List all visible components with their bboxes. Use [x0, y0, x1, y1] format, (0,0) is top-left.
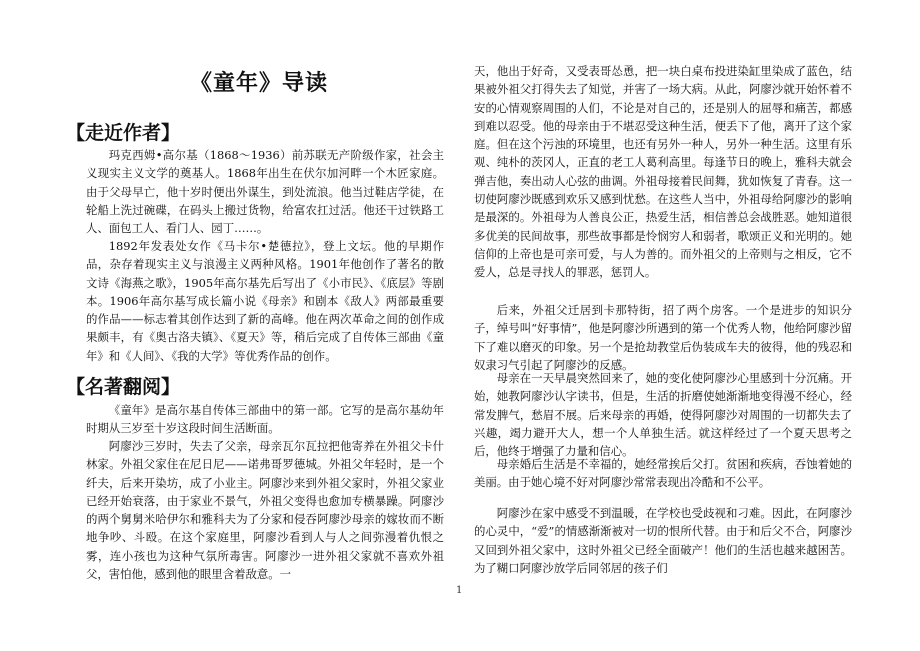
page-title: 《童年》导读 — [190, 70, 329, 96]
section-heading-author: 【走近作者】 — [66, 122, 181, 144]
page-number: 1 — [456, 585, 463, 596]
right-paragraph-2: 后来，外祖父迁居到卡那特街，招了两个房客。一个是进步的知识分子，绰号叫“好事情”，他是阿廖沙所遇到的第一个优秀人物，他给阿廖沙留下了难以磨灭的印象。另一个是抢劫教堂后伪装成车夫的彼得，他的残忍和奴隶习气引起了阿廖沙的反感。 — [474, 303, 852, 372]
right-paragraph-1: 天，他出于好奇，又受表哥怂恿，把一块白桌布投进染缸里染成了蓝色，结果被外祖父打得失去了知觉，并害了一场大病。从此，阿廖沙就开始怀着不安的心情观察周围的人们，不论是对自己的，还是别人的屈辱和痛苦，都感到难以忍受。他的母亲由于不堪忍受这种生活，便丢下了他，离开了这个家庭。但在这个污浊的环境里，也还有另外一种人，另外一种生活。这里有乐观、纯朴的茨冈人，正直的老工人葛利高里。每逢节日的晚上，雅科夫就会弹吉他，奏出动人心弦的曲调。外祖母接着民间舞，犹如恢复了青春。这一切使阿廖沙既感到欢乐又感到忧愁。在这些人当中，外祖母给阿廖沙的影响是最深的。外祖母为人善良公正，热爱生活，相信善总会战胜恶。她知道很多优美的民间故事，那些故事都是怜悯穷人和弱者，歌颂正义和光明的。她信仰的上帝也是可亲可爱，与人为善的。而外祖父的上帝则与之相反，它不爱人，总是寻找人的罪恶，惩罚人。 — [474, 64, 852, 280]
section-heading-reading: 【名著翻阅】 — [66, 376, 181, 398]
author-paragraph-1: 玛克西姆•高尔基（1868～1936）前苏联无产阶级作家，社会主义现实主义文学的奠基人。1868年出生在伏尔加河畔一个木匠家庭。由于父母早亡，他十岁时便出外谋生，到处流浪。他当过鞋店学徒，在轮船上洗过碗碟，在码头上搬过货物，给富农扛过活。他还干过铁路工人、面包工人、看门人、园丁……。 — [86, 148, 444, 236]
right-paragraph-5: 阿廖沙在家中感受不到温暖，在学校也受歧视和刁难。因此，在阿廖沙的心灵中，“爱”的情感渐渐被对一切的恨所代替。由于和后父不合，阿廖沙又回到外祖父家中，这时外祖父已经全面破产！他们的生活也越来越困苦。为了糊口阿廖沙放学后同邻居的孩子们 — [474, 506, 852, 575]
right-paragraph-4: 母亲婚后生活是不幸福的，她经常挨后父打。贫困和疾病，吞蚀着她的美丽。由于她心境不好对阿廖沙常常表现出冷酷和不公平。 — [474, 457, 852, 490]
reading-paragraph-1: 《童年》是高尔基自传体三部曲中的第一部。它写的是高尔基幼年时期从三岁至十岁这段时间生活断面。 — [86, 403, 444, 436]
author-paragraph-2: 1892年发表处女作《马卡尔•楚德拉》，登上文坛。他的早期作品，杂存着现实主义与浪漫主义两种风格。1901年他创作了著名的散文诗《海燕之歌》，1905年高尔基先后写出了《小市民》、《底层》等剧本。1906年高尔基写成长篇小说《母亲》和剧本《敌人》两部最重要的作品——标志着其创作达到了新的高峰。他在两次革命之间的创作成果颇丰，有《奥古洛夫镇》、《夏天》等，稍后完成了自传体三部曲《童年》和《人间》、《我的大学》等优秀作品的创作。 — [86, 239, 444, 363]
reading-paragraph-2: 阿廖沙三岁时，失去了父亲，母亲瓦尔瓦拉把他寄养在外祖父卡什林家。外祖父家住在尼日尼——诺弗哥罗德城。外祖父年轻时，是一个纤夫，后来开染坊，成了小业主。阿廖沙来到外祖父家时，外祖父家业已经开始衰落，由于家业不景气，外祖父变得也愈加专横暴躁。阿廖沙的两个舅舅米哈伊尔和雅科夫为了分家和侵吞阿廖沙母亲的嫁妆而不断地争吵、斗殴。在这个家庭里，阿廖沙看到人与人之间弥漫着仇恨之雾，连小孩也为这种气氛所毒害。阿廖沙一进外祖父家就不喜欢外祖父，害怕他，感到他的眼里含着敌意。一 — [86, 439, 444, 582]
right-paragraph-3: 母亲在一天早晨突然回来了，她的变化使阿廖沙心里感到十分沉痛。开始，她教阿廖沙认字读书，但是，生活的折磨使她渐渐地变得漫不经心，经常发脾气，愁眉不展。后来母亲的再婚，使得阿廖沙对周围的一切都失去了兴趣，竭力避开大人，想一个人单独生活。就这样经过了一个夏天思考之后，他终于增强了力量和信心。 — [474, 371, 852, 459]
